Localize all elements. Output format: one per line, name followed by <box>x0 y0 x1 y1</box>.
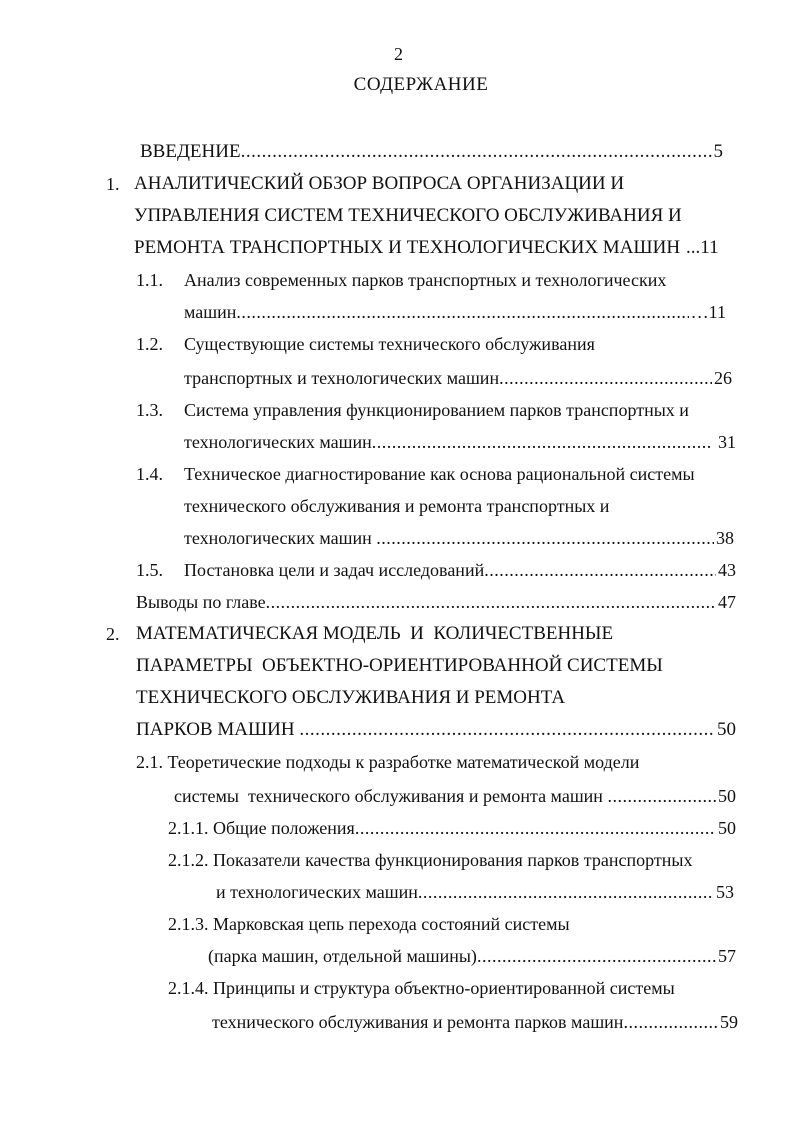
leader-dots <box>236 300 688 324</box>
chapter-2-number: 2. <box>106 624 120 644</box>
toc-entry-conclusions[interactable] <box>136 590 736 614</box>
toc-entry-label: технологических машин <box>184 432 372 452</box>
chapter-1-number: 1. <box>106 174 120 194</box>
toc-entry-page: 50 <box>717 719 736 740</box>
leader-dots <box>355 816 716 840</box>
chapter-2-title-line: ТЕХНИЧЕСКОГО ОБСЛУЖИВАНИЯ И РЕМОНТА <box>136 687 566 708</box>
toc-entry-label: и технологических машин <box>216 882 418 902</box>
toc-entry-2-1-1[interactable] <box>168 816 736 840</box>
toc-entry-page: 38 <box>716 528 734 548</box>
toc-entry-label: ПАРКОВ МАШИН <box>136 719 300 740</box>
leader-dots <box>241 140 712 164</box>
toc-entry-label: системы технического обслуживания и ремонта машин <box>174 786 608 806</box>
toc-entry-page: 50 <box>718 786 736 806</box>
leader-dots <box>266 590 716 614</box>
toc-entry-page: 59 <box>720 1012 738 1032</box>
section-title-line: Система управления функционированием парков транспортных и <box>184 400 689 420</box>
leader-dots <box>484 558 716 582</box>
toc-entry-chapter-1[interactable] <box>134 236 719 260</box>
toc-entry-label: Выводы по главе <box>136 592 266 612</box>
section-title-line: Существующие системы технического обслуживания <box>184 334 595 354</box>
chapter-2-title-line: ПАРАМЕТРЫ ОБЪЕКТНО-ОРИЕНТИРОВАННОЙ СИСТЕМЫ <box>136 655 663 676</box>
toc-entry-1-2[interactable] <box>184 366 732 390</box>
toc-entry-1-3[interactable] <box>184 430 736 454</box>
toc-entry-page: 53 <box>716 882 734 902</box>
section-title-line: Анализ современных парков транспортных и технологических <box>184 270 667 290</box>
toc-entry-page: 57 <box>718 946 736 966</box>
toc-entry-label: Постановка цели и задач исследований <box>184 560 485 580</box>
toc-entry-label: транспортных и технологических машин <box>184 368 500 388</box>
toc-entry-page: 47 <box>718 592 736 612</box>
toc-entry-2-1-2[interactable] <box>216 880 734 904</box>
section-title-line: технического обслуживания и ремонта транспортных и <box>184 496 610 516</box>
leader-dots <box>477 944 716 968</box>
toc-entry-page: 50 <box>718 818 736 838</box>
section-title-line: Техническое диагностирование как основа рациональной системы <box>184 464 695 484</box>
chapter-2-title-line: МАТЕМАТИЧЕСКАЯ МОДЕЛЬ И КОЛИЧЕСТВЕННЫЕ <box>136 623 614 644</box>
toc-entry-chapter-2[interactable] <box>136 718 736 742</box>
toc-entry-page: 5 <box>713 141 723 162</box>
toc-entry-page: 43 <box>718 560 736 580</box>
toc-entry-intro[interactable] <box>140 140 723 164</box>
leader-dots <box>376 526 714 550</box>
page-number: 2 <box>394 44 403 64</box>
chapter-1-title-line: АНАЛИТИЧЕСКИЙ ОБЗОР ВОПРОСА ОРГАНИЗАЦИИ И <box>134 173 625 194</box>
leader-dots <box>299 718 715 742</box>
toc-entry-label: (парка машин, отдельной машины) <box>208 946 477 966</box>
section-number: 1.5. <box>136 560 163 580</box>
toc-entry-label: технического обслуживания и ремонта парков машин <box>212 1012 624 1032</box>
section-title-line: 2.1.2. Показатели качества функционирования парков транспортных <box>168 850 693 870</box>
toc-entry-page: ...11 <box>686 237 719 258</box>
toc-entry-label: РЕМОНТА ТРАНСПОРТНЫХ И ТЕХНОЛОГИЧЕСКИХ МАШИН <box>134 237 681 258</box>
leader-dots <box>418 880 714 904</box>
leader-dots <box>499 366 712 390</box>
toc-entry-page: …11 <box>690 302 726 322</box>
toc-title: СОДЕРЖАНИЕ <box>353 74 489 95</box>
leader-dots <box>623 1010 718 1034</box>
leader-dots <box>607 784 716 808</box>
section-number: 1.1. <box>136 270 163 290</box>
leader-dots <box>372 430 712 454</box>
toc-entry-2-1-3[interactable] <box>208 944 736 968</box>
toc-entry-2-1-4[interactable] <box>212 1010 738 1034</box>
section-title-line: 2.1.3. Марковская цепь перехода состояний системы <box>168 914 570 934</box>
section-title-line: 2.1.4. Принципы и структура объектно-ориентированной системы <box>168 978 675 998</box>
toc-entry-1-4[interactable] <box>184 526 734 550</box>
section-title-line: 2.1. Теоретические подходы к разработке математической модели <box>136 752 640 772</box>
toc-entry-2-1[interactable] <box>174 784 736 808</box>
toc-entry-1-1[interactable] <box>184 300 726 324</box>
toc-entry-page: 26 <box>714 368 732 388</box>
toc-entry-label: ВВЕДЕНИЕ <box>140 141 241 162</box>
toc-entry-label: машин <box>184 302 237 322</box>
section-number: 1.4. <box>136 464 163 484</box>
section-number: 1.2. <box>136 334 163 354</box>
chapter-1-title-line: УПРАВЛЕНИЯ СИСТЕМ ТЕХНИЧЕСКОГО ОБСЛУЖИВАНИЯ И <box>134 205 682 226</box>
toc-entry-label: технологических машин <box>184 528 377 548</box>
toc-entry-label: 2.1.1. Общие положения <box>168 818 355 838</box>
toc-entry-page: 31 <box>713 432 736 452</box>
toc-entry-1-5[interactable] <box>184 558 736 582</box>
section-number: 1.3. <box>136 400 163 420</box>
